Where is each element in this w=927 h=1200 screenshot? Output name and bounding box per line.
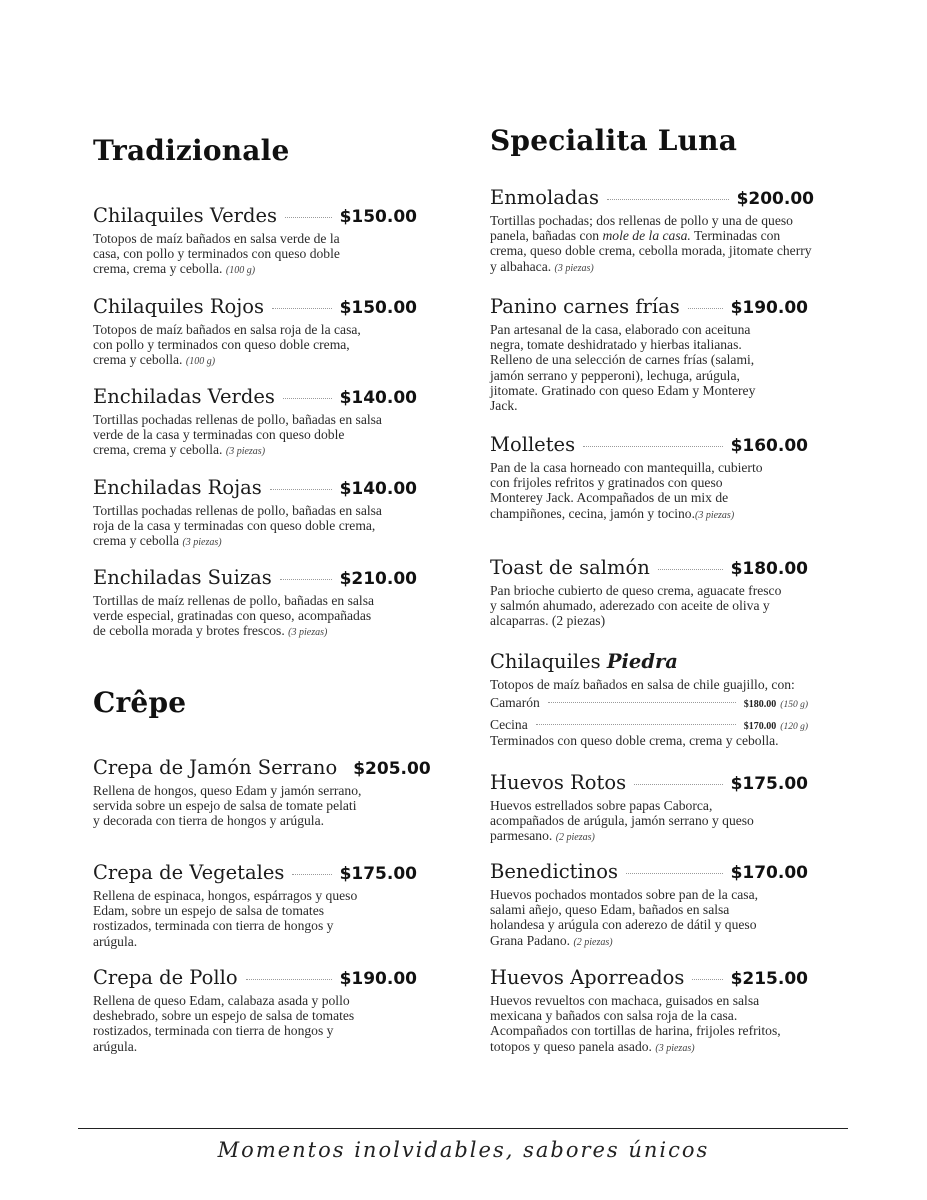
leader-dots — [692, 979, 722, 980]
menu-item-chilaquiles-piedra — [490, 650, 808, 748]
item-description: Totopos de maíz bañados en salsa verde de la casa, con pollo y terminados con queso doble crema, crema y cebolla. — [93, 231, 340, 277]
variant-name: Cecina — [490, 717, 528, 733]
leader-dots — [607, 199, 729, 200]
item-description: Huevos revueltos con machaca, guisados en salsa mexicana y bañados con salsa roja de la casa. Acompañados con tortillas de harina, frijoles refritos, totopos y queso panela asado. — [490, 993, 781, 1054]
item-description: Rellena de espinaca, hongos, espárragos y queso Edam, sobre un espejo de salsa de tomates rostizados, terminada con tierra de hongos y arúgula. — [93, 888, 358, 949]
menu-item — [490, 295, 808, 413]
item-price: $205.00 — [353, 759, 431, 779]
item-description: Tortillas pochadas; dos rellenas de pollo y una de queso panela, bañadas con — [490, 213, 793, 244]
leader-dots — [285, 217, 332, 218]
item-description: Totopos de maíz bañados en salsa roja de la casa, con pollo y terminados con queso doble crema, crema y cebolla. — [93, 322, 361, 368]
leader-dots — [292, 874, 331, 875]
menu-item — [93, 861, 417, 949]
leader-dots — [272, 308, 332, 309]
item-note: (100 g) — [225, 265, 256, 277]
footer-tagline: Momentos inolvidables, sabores únicos — [217, 1138, 710, 1162]
variant-note: (120 g) — [780, 722, 808, 733]
item-note: (2 piezas) — [573, 936, 613, 948]
item-description: Tortillas pochadas rellenas de pollo, bañadas en salsa verde de la casa y terminadas con queso doble crema, crema y cebolla. — [93, 412, 382, 458]
item-price: $210.00 — [339, 569, 417, 589]
item-price: $215.00 — [730, 969, 808, 989]
leader-dots — [283, 398, 332, 399]
item-description: Totopos de maíz bañados en salsa de chile guajillo, con: — [490, 677, 795, 692]
item-name: Enmoladas — [490, 186, 600, 209]
menu-item — [93, 756, 431, 829]
item-name: Chilaquiles Rojos — [93, 295, 265, 318]
menu-item — [93, 566, 417, 641]
menu-item — [490, 556, 808, 629]
item-note: (3 piezas) — [225, 446, 266, 458]
variant-note: (150 g) — [780, 700, 808, 711]
menu-item — [93, 295, 417, 370]
item-description: Huevos estrellados sobre papas Caborca, acompañados de arúgula, jamón serrano y queso parmesano. — [490, 798, 754, 844]
menu-item — [490, 966, 808, 1056]
item-name: Benedictinos — [490, 860, 618, 883]
item-name: Enchiladas Rojas — [93, 476, 262, 499]
menu-item — [93, 204, 417, 279]
variant-row — [490, 695, 808, 717]
variant-price: $170.00 — [743, 721, 777, 733]
section-title-crepe: Crêpe — [93, 686, 187, 719]
item-name: Chilaquiles Verdes — [93, 204, 278, 227]
item-price: $175.00 — [730, 774, 808, 794]
item-note: (3 piezas) — [655, 1042, 695, 1054]
section-title-specialita-luna: Specialita Luna — [490, 124, 738, 157]
item-description: Rellena de hongos, queso Edam y jamón serrano, servida sobre un espejo de salsa de tomate pelati y decorada con tierra de hongos y arúgula. — [93, 783, 362, 829]
item-name-part: Chilaquiles — [490, 650, 601, 673]
item-name: Crepa de Pollo — [93, 966, 238, 989]
item-description-emphasis: mole de la casa. — [602, 228, 691, 244]
leader-dots — [246, 979, 332, 980]
item-note: (3 piezas) — [554, 262, 594, 274]
item-note: (100 g) — [185, 356, 216, 368]
item-note: (2 piezas) — [555, 832, 595, 844]
leader-dots — [280, 579, 332, 580]
item-price: $140.00 — [339, 388, 417, 408]
leader-dots — [548, 702, 736, 703]
item-name: Enchiladas Verdes — [93, 385, 275, 408]
item-description: Pan de la casa horneado con mantequilla, cubierto con frijoles refritos y gratinados con queso Monterey Jack. Acompañados de un mix de champiñones, cecina, jamón y tocino. — [490, 460, 763, 521]
menu-item — [93, 385, 417, 460]
item-description: Huevos pochados montados sobre pan de la casa, salami añejo, queso Edam, bañados en salsa holandesa y arúgula con aderezo de dátil y queso Grana Padano. — [490, 887, 759, 948]
item-price: $190.00 — [730, 298, 808, 318]
leader-dots — [626, 873, 723, 874]
item-price: $140.00 — [339, 479, 417, 499]
item-description: Rellena de queso Edam, calabaza asada y pollo deshebrado, sobre un espejo de salsa de tomates rostizados, terminada con tierra de hongos y arúgula. — [93, 993, 355, 1054]
leader-dots — [536, 724, 736, 725]
section-title-tradizionale: Tradizionale — [93, 134, 290, 167]
variant-price: $180.00 — [743, 699, 777, 711]
menu-item — [490, 771, 808, 846]
item-description: Pan brioche cubierto de queso crema, aguacate fresco y salmón ahumado, aderezado con aceite de oliva y alcaparras. (2 piezas) — [490, 583, 782, 629]
item-price: $180.00 — [730, 559, 808, 579]
item-description: Pan artesanal de la casa, elaborado con aceituna negra, tomate deshidratado y hierbas italianas. Relleno de una selección de carnes frías (salami, jamón serrano y pepperoni), lechuga, arúgula, jitomate. Gratinado con queso Edam y Monterey Jack. — [490, 322, 756, 414]
item-price: $170.00 — [730, 863, 808, 883]
leader-dots — [270, 489, 332, 490]
item-description: Tortillas de maíz rellenas de pollo, bañadas en salsa verde especial, gratinadas con queso, acompañadas de cebolla morada y brotes frescos. — [93, 593, 375, 639]
item-note: (3 piezas) — [182, 537, 222, 549]
item-name: Huevos Rotos — [490, 771, 627, 794]
item-name: Crepa de Vegetales — [93, 861, 285, 884]
menu-item — [93, 476, 417, 551]
menu-item — [490, 186, 814, 276]
item-price: $150.00 — [339, 207, 417, 227]
item-name: Huevos Aporreados — [490, 966, 685, 989]
item-price: $160.00 — [730, 436, 808, 456]
item-name: Molletes — [490, 433, 576, 456]
variant-name: Camarón — [490, 695, 540, 711]
leader-dots — [634, 784, 722, 785]
menu-item — [490, 433, 808, 523]
item-name — [490, 650, 678, 673]
item-name-emphasis: Piedra — [606, 650, 678, 673]
footer-divider — [78, 1128, 848, 1129]
menu-item — [93, 966, 417, 1054]
leader-dots — [658, 569, 723, 570]
item-name: Panino carnes frías — [490, 295, 680, 318]
item-description: Tortillas pochadas rellenas de pollo, bañadas en salsa roja de la casa y terminadas con queso doble crema, crema y cebolla — [93, 503, 382, 549]
item-name: Enchiladas Suizas — [93, 566, 272, 589]
item-note: (3 piezas) — [694, 509, 735, 521]
item-price: $150.00 — [339, 298, 417, 318]
item-note: (3 piezas) — [288, 627, 328, 639]
item-description-cont: Terminadas con crema, queso doble crema, cebolla morada, jitomate cherry y albahaca. — [490, 228, 812, 274]
item-price: $200.00 — [736, 189, 814, 209]
item-price: $175.00 — [339, 864, 417, 884]
leader-dots — [583, 446, 722, 447]
item-price: $190.00 — [339, 969, 417, 989]
leader-dots — [688, 308, 723, 309]
menu-item — [490, 860, 808, 950]
item-name: Toast de salmón — [490, 556, 650, 579]
item-description-outro: Terminados con queso doble crema, crema y cebolla. — [490, 733, 779, 749]
item-name: Crepa de Jamón Serrano — [93, 756, 338, 779]
